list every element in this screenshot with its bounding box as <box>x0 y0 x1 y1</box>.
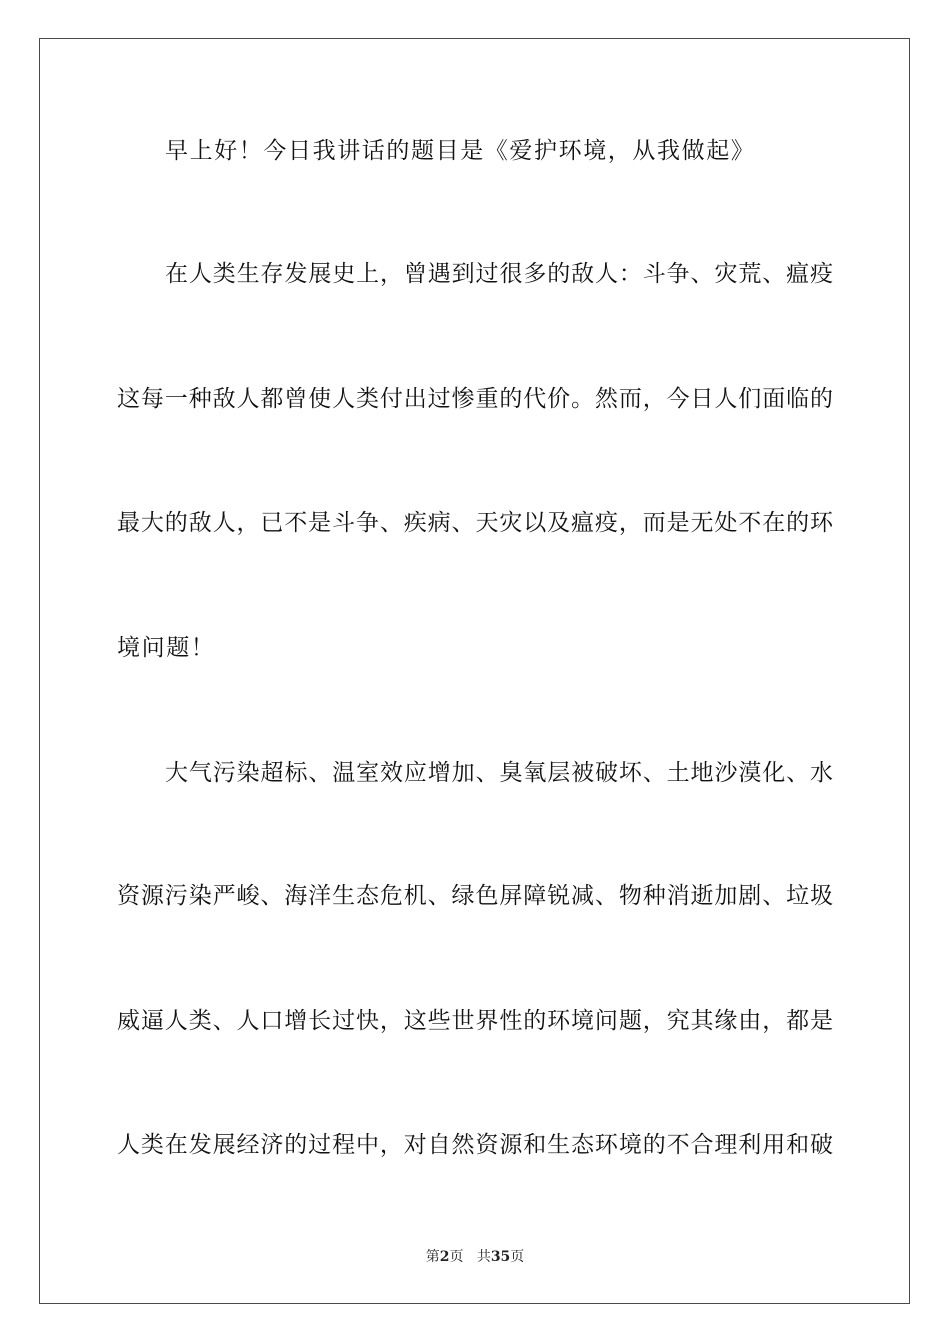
page-number: 2 <box>439 1249 450 1265</box>
paragraph-line-greeting: 早上好！今日我讲话的题目是《爱护环境，从我做起》 <box>165 138 756 164</box>
page-border <box>39 38 910 1304</box>
paragraph-line: 这每一种敌人都曾使人类付出过惨重的代价。然而，今日人们面临的 <box>117 386 833 412</box>
paragraph-line: 境问题！ <box>117 635 216 661</box>
paragraph-line: 资源污染严峻、海洋生态危机、绿色屏障锐减、物种消逝加剧、垃圾 <box>117 883 833 909</box>
paragraph-line: 人类在发展经济的过程中，对自然资源和生态环境的不合理利用和破 <box>117 1132 833 1158</box>
page-suffix: 页 <box>449 1249 464 1265</box>
total-pages: 35 <box>490 1249 511 1265</box>
paragraph-line: 大气污染超标、温室效应增加、臭氧层被破坏、土地沙漠化、水 <box>165 760 833 786</box>
paragraph-line: 在人类生存发展史上，曾遇到过很多的敌人：斗争、灾荒、瘟疫 <box>165 261 833 287</box>
page-footer <box>0 1247 950 1267</box>
total-suffix: 页 <box>510 1249 525 1265</box>
total-prefix: 共 <box>476 1249 491 1265</box>
page-prefix: 第 <box>425 1249 440 1265</box>
paragraph-line: 最大的敌人，已不是斗争、疾病、天灾以及瘟疫，而是无处不在的环 <box>117 510 833 536</box>
paragraph-line: 威逼人类、人口增长过快，这些世界性的环境问题，究其缘由，都是 <box>117 1008 833 1034</box>
